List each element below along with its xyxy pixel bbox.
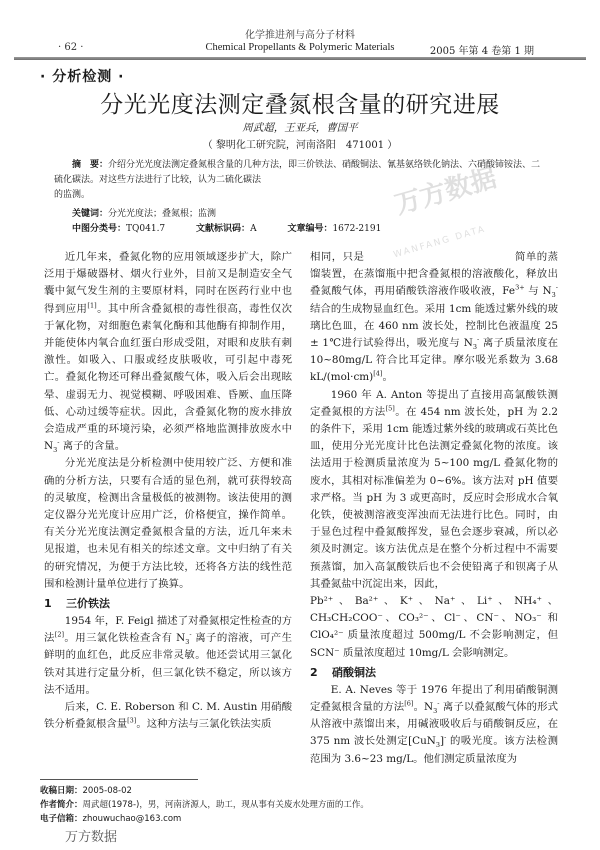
- keywords: [72, 206, 216, 219]
- authors: 周武超，王亚兵，曹国平: [242, 122, 358, 134]
- footer-brand: 万方数据: [65, 830, 118, 845]
- article-title: 分光光度法测定叠氮根含量的研究进展: [100, 92, 500, 118]
- author-bio: 作者简介：周武超(1978-)，男，河南济源人，助工，现从事有关废水处理方面的工作。: [40, 800, 369, 810]
- watermark-mask: [395, 170, 595, 192]
- page-number: · 62 ·: [58, 42, 84, 53]
- clc-value: TQ041.7: [126, 224, 166, 234]
- journal-title-en: Chemical Propellants & Polymeric Materials: [205, 42, 395, 53]
- section-heading-1: 1 三价铁法: [44, 597, 110, 611]
- keywords-text: 分光光度法；叠氮根；监测: [108, 209, 217, 219]
- journal-title-cn: 化学推进剂与高分子材料: [245, 30, 355, 41]
- footnote-rule: [40, 779, 198, 780]
- clc-label: 中图分类号：: [72, 224, 127, 234]
- paragraph: Pb²⁺、Ba²⁺、K⁺、Na⁺、Li⁺、NH₄⁺、CH₃CH₂COO⁻、CO₃²⁻、Cl⁻、CN⁻、NO₃⁻ 和 ClO₄²⁻ 质量浓度超过 500mg/L 不会影响测定，但 SCN⁻ 质量浓度超过 10mg/L 会影响测定。: [310, 595, 558, 659]
- author-email: 电子信箱：zhouwuchao@163.com: [40, 814, 182, 824]
- keywords-label: 关键词：: [72, 209, 109, 219]
- paragraph: 近几年来，叠氮化物的应用领域逐步扩大，除广泛用于爆破器材、烟火行业外，目前又是制造安全气囊中氮气发生剂的主要原材料，同时在医药行业中也得到应用[1]。其中所含叠氮根的毒性很高，毒性仅次于氰化物，对细胞色素氧化酶和其他酶有抑制作用，并能使体内氧合血红蛋白形成受阻，对眼和皮肤有刺激性。如吸入、口服或经皮肤吸收，可引起中毒死亡。叠氮化物还可释出叠氮酸气体，吸入后会出现眩晕、虚弱无力、视觉模糊、呼吸困难、昏厥、血压降低、心动过缓等症状。因此，含叠氮化物的废水排放会造成严重的环境污染，必须严格地监测排放废水中 $N_3^-$ 离子的含量。: [44, 251, 293, 455]
- body-left-column: [44, 249, 292, 733]
- abstract-tail: 的监测。: [54, 190, 91, 200]
- issue-info: 2005 年第 4 卷第 1 期: [429, 46, 534, 57]
- header-rule: [14, 57, 586, 60]
- classification: [72, 221, 409, 234]
- paragraph: 相同，只是 简单的蒸馏装置，在蒸馏瓶中把含叠氮根的溶液酸化，释放出叠氮酸气体，再用硝酸铁溶液作吸收液，$Fe^{3+}$ 与 $N_3^-$ 结合的生成物显血红色。采用 1cm 能透过紫外线的玻璃比色皿，在 460 nm 波长处，控制比色液温度 25 ± 1℃进行试验得出，吸光度与 $N_3^-$ 离子质量浓度在 10~80mg/L 符合比耳定律。摩尔吸光系数为 3.68 kL/(mol·cm)[4]。: [310, 251, 559, 384]
- paragraph: E. A. Neves 等于 1976 年提出了利用硝酸铜测定叠氮根含量的方法[6]。$N_3^-$ 离子以叠氮酸气体的形式从溶液中蒸馏出来，用碱液吸收后与硝酸铜反应，在 375 nm 波长处测定[CuN$_3$]- 的吸光度。该方法检测范围为 3.6~23 mg/L。他们测定质量浓度为: [310, 683, 558, 765]
- article-no-label: 文章编号：: [287, 224, 333, 234]
- paragraph: 后来，C. E. Roberson 和 C. M. Austin 用硝酸铁分析叠氮根含量[3]。这种方法与三氯化铁法实质: [44, 701, 292, 731]
- column-tag: · 分析检测 ·: [40, 69, 125, 85]
- doc-code-label: 文献标识码：: [196, 224, 251, 234]
- body-right-column: [310, 249, 558, 768]
- abstract-text: 介绍分光光度法测定叠氮根含量的几种方法，即三价铁法、硝酸铜法、氰基氨络铁化钠法、六硝酸铈铵法、二硫化碳法。对这些方法进行了比较，认为二硫化碳法: [54, 160, 541, 185]
- doc-code-value: A: [250, 224, 257, 234]
- received-date: 收稿日期：2005-08-02: [40, 786, 132, 796]
- paragraph: 分光光度法是分析检测中使用较广泛、方便和准确的分析方法，只要有合适的显色剂，就可获得较高的灵敏度，检测出含量极低的被测物。该法使用的测定仪器分光光度计应用广泛，价格便宜，操作简单。有关分光光度法测定叠氮根含量的方法，近几年来未见报道，也未见有相关的综述文章。文中归纳了有关的研究情况，为便于方法比较，还将各方法的线性范围和检测计量单位进行了换算。: [44, 457, 292, 590]
- affiliation: （ 黎明化工研究院，河南洛阳 471001 ）: [202, 140, 398, 151]
- article-no-value: 1672-2191: [332, 224, 382, 234]
- abstract-label: 摘 要：: [72, 160, 109, 170]
- paragraph: 1960 年 A. Anton 等提出了直接用高氯酸铁测定叠氮根的方法[5]。在 454 nm 波长处，pH 为 2.2 的条件下，采用 1cm 能透过紫外线的玻璃或石英比色皿，使用分光光度计比色法测定叠氮化物的浓度。该法适用于检测质量浓度为 5~100 mg/L 叠氮化物的废水，其相对标准偏差为 0~6%。该方法对 pH 值要求严格。当 pH 为 3 或更高时，反应时会形成水合氧化铁，使被测溶液变浑浊而无法进行比色。同时，由于显色过程中叠氮酸挥发，显色会逐步衰减，所以必须及时测定。该方法优点是在整个分析过程中不需要预蒸馏，加入高氯酸铁后也不会使铅离子和钡离子从其叠氮盐中沉淀出来，因此，: [310, 388, 558, 590]
- section-heading-2: 2 硝酸铜法: [310, 665, 376, 679]
- paragraph: 1954 年，F. Feigl 描述了对叠氮根定性检查的方法[2]。用三氯化铁检查含有 $N_3^-$ 离子的溶液，可产生鲜明的血红色，此反应非常灵敏。他还尝试用三氯化铁对其进行定量分析，但三氯化铁不稳定，所以该方法不适用。: [44, 615, 292, 696]
